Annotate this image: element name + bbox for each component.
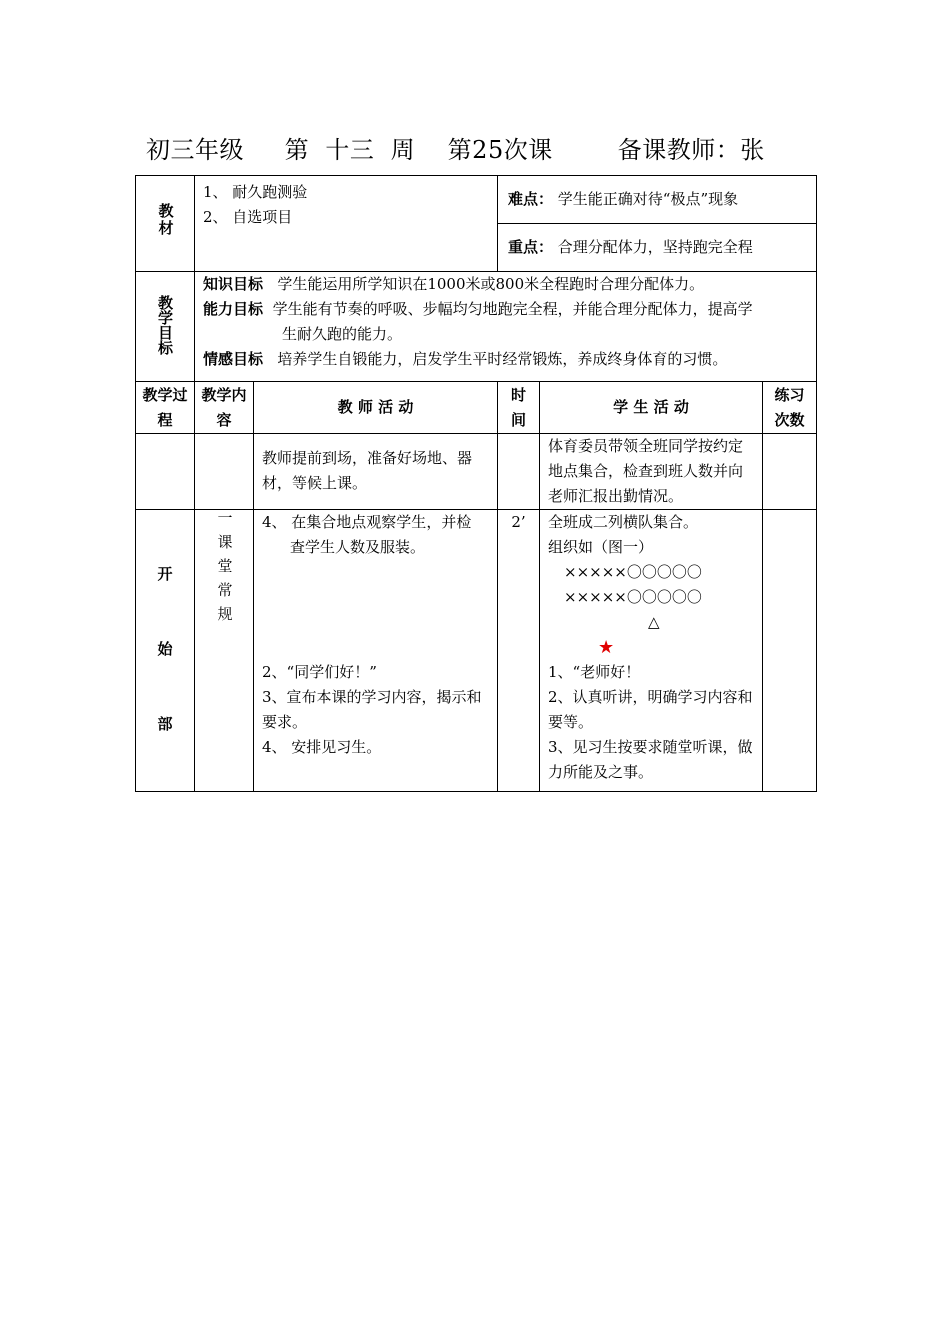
material-item-2: 2、 自选项目 — [203, 208, 293, 226]
material-items-cell — [195, 176, 498, 272]
difficulty-text: 学生能正确对待“极点”现象 — [557, 190, 739, 208]
teacher-step-1b: 查学生人数及服装。 — [290, 538, 426, 556]
start-char-1: 开 — [157, 565, 173, 583]
teacher-step-4: 4、 安排见习生。 — [262, 738, 382, 756]
prep-student-cell: 体育委员带领全班同学按约定地点集合，检查到班人数并向老师汇报出勤情况。 — [540, 434, 763, 510]
key-point-label: 重点： — [508, 238, 554, 256]
ability-text-1: 学生能有节奏的呼吸、步幅均匀地跑完全程，并能合理分配体力，提高学 — [272, 300, 753, 318]
prep-time-cell — [498, 434, 540, 510]
triangle-icon: △ — [648, 613, 660, 631]
header-student: 学 生 活 动 — [540, 382, 763, 434]
emotion-text: 培养学生自锻能力，启发学生平时经常锻炼，养成终身体育的习惯。 — [277, 350, 728, 368]
start-content: 一课堂常规 — [215, 510, 234, 630]
key-point-text: 合理分配体力，坚持跑完全程 — [557, 238, 753, 256]
start-reps-cell — [763, 510, 817, 792]
start-teacher-cell — [254, 510, 498, 792]
student-step-2: 组织如（图一） — [548, 538, 654, 556]
teacher-step-1: 4、 在集合地点观察学生，并检 — [262, 513, 472, 531]
material-label: 教材 — [156, 202, 175, 237]
header-content: 教学内容 — [195, 382, 254, 434]
knowledge-text: 学生能运用所学知识在1000米或800米全程跑时合理分配体力。 — [277, 275, 705, 293]
start-process-cell — [136, 510, 195, 792]
header-process: 教学过程 — [136, 382, 195, 434]
objectives-cell — [195, 272, 817, 382]
objectives-label-cell — [136, 272, 195, 382]
lesson-plan-table — [135, 175, 817, 792]
start-time-cell: 2’ — [498, 510, 540, 792]
prep-content-cell — [195, 434, 254, 510]
student-step-3: 1、“老师好！ — [548, 663, 641, 681]
header-time: 时间 — [498, 382, 540, 434]
difficulty-cell — [498, 176, 817, 224]
header-reps: 练习次数 — [763, 382, 817, 434]
prep-teacher-cell: 教师提前到场，准备好场地、器材，等候上课。 — [254, 434, 498, 510]
student-step-5: 3、见习生按要求随堂听课，做力所能及之事。 — [548, 738, 753, 781]
student-step-1: 全班成二列横队集合。 — [548, 513, 699, 531]
start-char-2: 始 — [157, 640, 173, 658]
student-step-4: 2、认真听讲，明确学习内容和要等。 — [548, 688, 753, 731]
difficulty-label: 难点： — [508, 190, 554, 208]
formation-row-2: ×××××〇〇〇〇〇 — [564, 588, 702, 606]
start-student-cell — [540, 510, 763, 792]
teacher-step-2: 2、“同学们好！” — [262, 663, 377, 681]
emotion-label: 情感目标 — [203, 350, 264, 368]
material-label-cell — [136, 176, 195, 272]
knowledge-label: 知识目标 — [203, 275, 264, 293]
prep-process-cell — [136, 434, 195, 510]
key-point-cell — [498, 224, 817, 272]
teacher-step-3: 3、宣布本课的学习内容，揭示和要求。 — [262, 688, 482, 731]
page-title: 初三年级 第 十三 周 第25次课 备课教师：张 — [146, 136, 765, 164]
material-item-1: 1、 耐久跑测验 — [203, 183, 308, 201]
start-char-3: 部 — [157, 715, 173, 733]
prep-reps-cell — [763, 434, 817, 510]
formation-row-1: ×××××〇〇〇〇〇 — [564, 563, 702, 581]
ability-label: 能力目标 — [203, 300, 264, 318]
start-content-cell — [195, 510, 254, 792]
star-icon: ★ — [598, 637, 615, 658]
objectives-label: 教学目标 — [156, 294, 174, 355]
header-teacher: 教 师 活 动 — [254, 382, 498, 434]
ability-text-2: 生耐久跑的能力。 — [282, 325, 403, 343]
